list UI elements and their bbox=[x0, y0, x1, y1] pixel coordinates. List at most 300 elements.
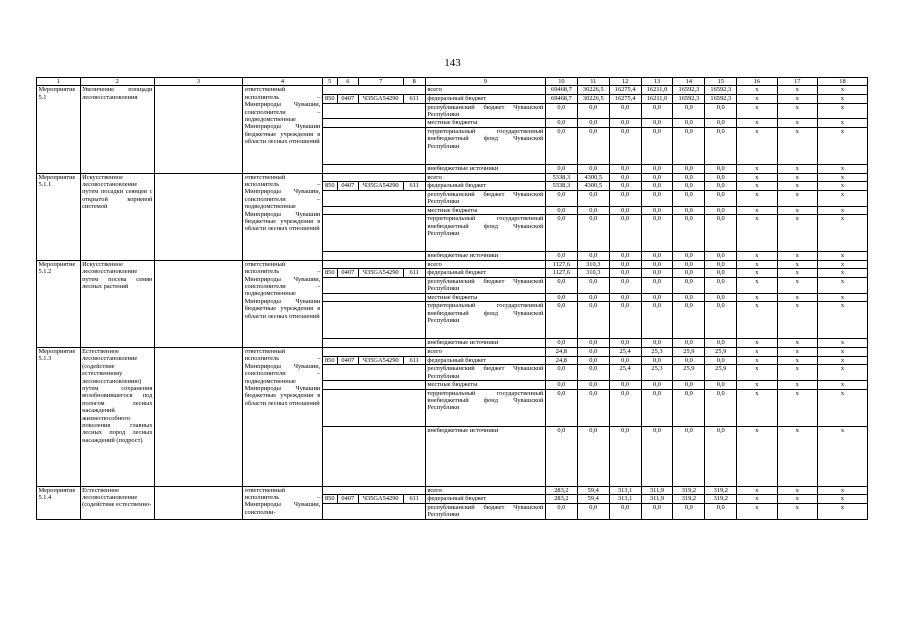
value-cell: x bbox=[737, 103, 777, 119]
value-cell: 313,1 bbox=[609, 495, 641, 504]
table-row bbox=[37, 486, 868, 495]
value-cell: 69468,7 bbox=[545, 86, 577, 95]
table-row bbox=[37, 260, 868, 269]
value-cell: x bbox=[777, 277, 817, 293]
value-cell: 0,0 bbox=[705, 119, 737, 128]
value-cell: x bbox=[817, 173, 867, 182]
value-cell: x bbox=[817, 182, 867, 191]
value-cell: x bbox=[777, 173, 817, 182]
value-cell: 1127,6 bbox=[545, 269, 577, 278]
column-number-11: 11 bbox=[577, 78, 609, 86]
value-cell: 5338,3 bbox=[545, 182, 577, 191]
column-number-8: 8 bbox=[403, 78, 425, 86]
value-cell: x bbox=[737, 347, 777, 356]
result-cell bbox=[154, 260, 242, 347]
value-cell: 0,0 bbox=[673, 380, 705, 389]
value-cell: 0,0 bbox=[705, 389, 737, 426]
value-cell: 0,0 bbox=[609, 206, 641, 215]
value-cell: x bbox=[777, 215, 817, 252]
funding-source: территориальный государственный внебюджетный фонд Чувашской Республики bbox=[425, 302, 545, 339]
value-cell: 1127,6 bbox=[545, 260, 577, 269]
value-cell: 0,0 bbox=[545, 252, 577, 261]
value-cell: 0,0 bbox=[545, 389, 577, 426]
value-cell: x bbox=[737, 356, 777, 365]
funding-source: внебюджетные источники bbox=[425, 165, 545, 174]
value-cell: 0,0 bbox=[673, 215, 705, 252]
value-cell: 30226,5 bbox=[577, 95, 609, 104]
value-cell: 25,3 bbox=[641, 347, 673, 356]
value-cell: 0,0 bbox=[577, 206, 609, 215]
value-cell: x bbox=[817, 389, 867, 426]
column-number-row bbox=[37, 78, 868, 86]
value-cell: 0,0 bbox=[609, 389, 641, 426]
value-cell: 0,0 bbox=[641, 119, 673, 128]
value-cell: x bbox=[777, 380, 817, 389]
value-cell: 0,0 bbox=[641, 103, 673, 119]
value-cell: x bbox=[777, 95, 817, 104]
value-cell: x bbox=[817, 206, 867, 215]
value-cell: x bbox=[777, 347, 817, 356]
value-cell: x bbox=[817, 302, 867, 339]
value-cell: 0,0 bbox=[545, 119, 577, 128]
measure-name: Естественное лесовосстановление (содействие естественно- bbox=[80, 486, 154, 519]
value-cell: 0,0 bbox=[545, 277, 577, 293]
code-empty bbox=[322, 302, 425, 339]
value-cell: 0,0 bbox=[577, 190, 609, 206]
value-cell: 0,0 bbox=[705, 356, 737, 365]
funding-source: всего bbox=[425, 86, 545, 95]
value-cell: 319,2 bbox=[705, 495, 737, 504]
measure-id: Мероприятие 5.1 bbox=[37, 86, 81, 173]
value-cell: x bbox=[817, 365, 867, 381]
value-cell: 0,0 bbox=[641, 260, 673, 269]
code-grbs: 850 bbox=[322, 95, 337, 104]
value-cell: 0,0 bbox=[641, 269, 673, 278]
code-empty bbox=[322, 215, 425, 252]
value-cell: 0,0 bbox=[577, 380, 609, 389]
value-cell: 0,0 bbox=[705, 293, 737, 302]
value-cell: 0,0 bbox=[673, 190, 705, 206]
measure-id: Мероприятие 5.1.3 bbox=[37, 347, 81, 486]
value-cell: x bbox=[817, 347, 867, 356]
value-cell: 0,0 bbox=[705, 302, 737, 339]
measure-name: Искусственное лесовосстановление путем посадки сеянцев с открытой корневой системой bbox=[80, 173, 154, 260]
value-cell: 0,0 bbox=[577, 365, 609, 381]
value-cell: x bbox=[777, 182, 817, 191]
value-cell: x bbox=[777, 486, 817, 495]
value-cell: 0,0 bbox=[641, 206, 673, 215]
column-number-18: 18 bbox=[817, 78, 867, 86]
value-cell: 0,0 bbox=[705, 128, 737, 165]
value-cell: 0,0 bbox=[577, 347, 609, 356]
value-cell: 0,0 bbox=[705, 426, 737, 486]
value-cell: 0,0 bbox=[609, 269, 641, 278]
value-cell: x bbox=[777, 495, 817, 504]
executor: ответственный исполнитель – Минприроды Чувашии, соисполнители – подведомственные Минприроды Чувашии бюджетные учреждения в области лесных отношений bbox=[243, 86, 323, 173]
value-cell: x bbox=[777, 302, 817, 339]
value-cell: 25,4 bbox=[609, 347, 641, 356]
column-number-12: 12 bbox=[609, 78, 641, 86]
value-cell: 59,4 bbox=[577, 495, 609, 504]
code-grbs: 850 bbox=[322, 182, 337, 191]
funding-source: местные бюджеты bbox=[425, 293, 545, 302]
value-cell: x bbox=[817, 293, 867, 302]
funding-source: внебюджетные источники bbox=[425, 426, 545, 486]
value-cell: 310,3 bbox=[577, 269, 609, 278]
column-number-13: 13 bbox=[641, 78, 673, 86]
value-cell: 0,0 bbox=[545, 426, 577, 486]
value-cell: 0,0 bbox=[673, 103, 705, 119]
code-grbs: 850 bbox=[322, 269, 337, 278]
value-cell: 0,0 bbox=[705, 215, 737, 252]
column-number-2: 2 bbox=[80, 78, 154, 86]
value-cell: x bbox=[737, 302, 777, 339]
value-cell: x bbox=[777, 389, 817, 426]
value-cell: 0,0 bbox=[641, 389, 673, 426]
funding-source: местные бюджеты bbox=[425, 206, 545, 215]
code-empty bbox=[322, 347, 425, 356]
value-cell: 0,0 bbox=[609, 190, 641, 206]
value-cell: x bbox=[737, 128, 777, 165]
value-cell: x bbox=[817, 260, 867, 269]
value-cell: 0,0 bbox=[705, 190, 737, 206]
value-cell: x bbox=[737, 206, 777, 215]
value-cell: 0,0 bbox=[577, 356, 609, 365]
column-number-9: 9 bbox=[425, 78, 545, 86]
value-cell: 313,1 bbox=[609, 486, 641, 495]
value-cell: 0,0 bbox=[641, 356, 673, 365]
value-cell: 0,0 bbox=[609, 339, 641, 348]
value-cell: 0,0 bbox=[545, 302, 577, 339]
value-cell: 0,0 bbox=[673, 165, 705, 174]
column-number-17: 17 bbox=[777, 78, 817, 86]
value-cell: x bbox=[817, 356, 867, 365]
value-cell: 0,0 bbox=[673, 389, 705, 426]
code-empty bbox=[322, 190, 425, 206]
result-cell bbox=[154, 173, 242, 260]
value-cell: 24,8 bbox=[545, 356, 577, 365]
code-empty bbox=[322, 426, 425, 486]
value-cell: 0,0 bbox=[673, 277, 705, 293]
value-cell: x bbox=[737, 380, 777, 389]
code-empty bbox=[322, 206, 425, 215]
measure-name: Искусственное лесовосстановление путем посева семян лесных растений bbox=[80, 260, 154, 347]
value-cell: 0,0 bbox=[641, 173, 673, 182]
code-empty bbox=[322, 260, 425, 269]
value-cell: 0,0 bbox=[577, 339, 609, 348]
value-cell: x bbox=[817, 277, 867, 293]
table-row bbox=[37, 173, 868, 182]
value-cell: 0,0 bbox=[641, 252, 673, 261]
code-empty bbox=[322, 389, 425, 426]
value-cell: x bbox=[777, 339, 817, 348]
funding-source: федеральный бюджет bbox=[425, 95, 545, 104]
code-empty bbox=[322, 339, 425, 348]
value-cell: x bbox=[777, 86, 817, 95]
executor: ответственный исполнитель – Минприроды Чувашии, соисполнители – подведомственные Минприроды Чувашии бюджетные учреждения в области лесных отношений bbox=[243, 173, 323, 260]
value-cell: 0,0 bbox=[641, 503, 673, 519]
value-cell: 310,3 bbox=[577, 260, 609, 269]
funding-source: местные бюджеты bbox=[425, 119, 545, 128]
value-cell: 0,0 bbox=[545, 165, 577, 174]
value-cell: 25,9 bbox=[673, 347, 705, 356]
executor: ответственный исполнитель – Минприроды Чувашии, соисполнители – подведомственные Минприроды Чувашии бюджетные учреждения в области лесных отношений bbox=[243, 347, 323, 486]
funding-source: всего bbox=[425, 486, 545, 495]
value-cell: x bbox=[817, 426, 867, 486]
value-cell: x bbox=[737, 277, 777, 293]
executor: ответственный исполнитель – Минприроды Чувашии, соисполнители – подведомственные Минприроды Чувашии бюджетные учреждения в области лесных отношений bbox=[243, 260, 323, 347]
value-cell: 0,0 bbox=[641, 293, 673, 302]
value-cell: 0,0 bbox=[705, 252, 737, 261]
value-cell: x bbox=[777, 503, 817, 519]
value-cell: 0,0 bbox=[577, 103, 609, 119]
funding-source: федеральный бюджет bbox=[425, 356, 545, 365]
value-cell: x bbox=[737, 190, 777, 206]
value-cell: 0,0 bbox=[641, 190, 673, 206]
column-number-14: 14 bbox=[673, 78, 705, 86]
column-number-15: 15 bbox=[705, 78, 737, 86]
code-rzpr: 0407 bbox=[337, 95, 358, 104]
code-empty bbox=[322, 277, 425, 293]
value-cell: 0,0 bbox=[577, 293, 609, 302]
value-cell: 0,0 bbox=[673, 182, 705, 191]
measure-id: Мероприятие 5.1.4 bbox=[37, 486, 81, 519]
code-empty bbox=[322, 503, 425, 519]
code-empty bbox=[322, 486, 425, 495]
value-cell: 0,0 bbox=[545, 103, 577, 119]
value-cell: 0,0 bbox=[577, 252, 609, 261]
value-cell: x bbox=[737, 95, 777, 104]
value-cell: x bbox=[817, 495, 867, 504]
value-cell: x bbox=[817, 128, 867, 165]
value-cell: 0,0 bbox=[609, 503, 641, 519]
value-cell: 0,0 bbox=[673, 119, 705, 128]
value-cell: 16211,0 bbox=[641, 86, 673, 95]
value-cell: x bbox=[737, 486, 777, 495]
value-cell: x bbox=[737, 252, 777, 261]
code-empty bbox=[322, 173, 425, 182]
funding-source: республиканский бюджет Чувашской Республики bbox=[427, 190, 544, 206]
value-cell: x bbox=[777, 190, 817, 206]
value-cell: 0,0 bbox=[705, 339, 737, 348]
value-cell: 0,0 bbox=[609, 426, 641, 486]
value-cell: 0,0 bbox=[577, 277, 609, 293]
value-cell: x bbox=[737, 215, 777, 252]
funding-source: республиканский бюджет Чувашской Республики bbox=[427, 103, 544, 118]
value-cell: x bbox=[737, 260, 777, 269]
value-cell: 0,0 bbox=[545, 293, 577, 302]
value-cell: 0,0 bbox=[705, 206, 737, 215]
value-cell: 319,2 bbox=[705, 486, 737, 495]
value-cell: 0,0 bbox=[609, 173, 641, 182]
value-cell: 0,0 bbox=[609, 165, 641, 174]
value-cell: x bbox=[737, 269, 777, 278]
column-number-5: 5 bbox=[322, 78, 337, 86]
value-cell: 0,0 bbox=[673, 426, 705, 486]
table-row bbox=[37, 86, 868, 95]
value-cell: 16275,4 bbox=[609, 86, 641, 95]
value-cell: x bbox=[777, 260, 817, 269]
value-cell: 0,0 bbox=[641, 339, 673, 348]
value-cell: 5338,3 bbox=[545, 173, 577, 182]
value-cell: 30226,5 bbox=[577, 86, 609, 95]
value-cell: 0,0 bbox=[577, 389, 609, 426]
code-rzpr: 0407 bbox=[337, 182, 358, 191]
value-cell: x bbox=[817, 103, 867, 119]
value-cell: 0,0 bbox=[545, 190, 577, 206]
funding-source: республиканский бюджет Чувашской Республики bbox=[427, 365, 544, 380]
value-cell: 0,0 bbox=[609, 293, 641, 302]
value-cell: x bbox=[737, 165, 777, 174]
value-cell: x bbox=[777, 356, 817, 365]
value-cell: x bbox=[777, 128, 817, 165]
value-cell: 0,0 bbox=[577, 426, 609, 486]
code-vr: 611 bbox=[403, 269, 425, 278]
code-vr: 611 bbox=[403, 182, 425, 191]
value-cell: 0,0 bbox=[705, 182, 737, 191]
budget-table bbox=[36, 77, 868, 520]
value-cell: 0,0 bbox=[641, 380, 673, 389]
value-cell: 0,0 bbox=[641, 302, 673, 339]
value-cell: x bbox=[817, 190, 867, 206]
value-cell: 0,0 bbox=[705, 165, 737, 174]
value-cell: x bbox=[817, 95, 867, 104]
value-cell: 4300,5 bbox=[577, 182, 609, 191]
value-cell: 0,0 bbox=[609, 103, 641, 119]
funding-source: федеральный бюджет bbox=[425, 182, 545, 191]
value-cell: x bbox=[777, 206, 817, 215]
value-cell: x bbox=[737, 365, 777, 381]
value-cell: 0,0 bbox=[705, 260, 737, 269]
value-cell: 0,0 bbox=[673, 302, 705, 339]
value-cell: 25,4 bbox=[609, 365, 641, 381]
value-cell: 0,0 bbox=[673, 260, 705, 269]
column-number-10: 10 bbox=[545, 78, 577, 86]
value-cell: 0,0 bbox=[545, 380, 577, 389]
value-cell: x bbox=[777, 293, 817, 302]
funding-source: республиканский бюджет Чувашской Республики bbox=[427, 277, 544, 293]
table-body bbox=[37, 78, 868, 520]
value-cell: 0,0 bbox=[705, 503, 737, 519]
code-empty bbox=[322, 365, 425, 381]
value-cell: 25,9 bbox=[705, 365, 737, 381]
value-cell: x bbox=[777, 269, 817, 278]
value-cell: 0,0 bbox=[609, 260, 641, 269]
executor: ответственный исполнитель – Минприроды Чувашии, соисполни- bbox=[243, 486, 323, 519]
value-cell: x bbox=[777, 426, 817, 486]
value-cell: 0,0 bbox=[545, 339, 577, 348]
value-cell: x bbox=[777, 165, 817, 174]
value-cell: 0,0 bbox=[609, 380, 641, 389]
value-cell: 69468,7 bbox=[545, 95, 577, 104]
code-rzpr: 0407 bbox=[337, 495, 358, 504]
value-cell: 0,0 bbox=[641, 215, 673, 252]
value-cell: x bbox=[817, 119, 867, 128]
value-cell: x bbox=[777, 365, 817, 381]
value-cell: 0,0 bbox=[609, 277, 641, 293]
value-cell: 0,0 bbox=[577, 503, 609, 519]
value-cell: x bbox=[817, 252, 867, 261]
value-cell: x bbox=[737, 503, 777, 519]
value-cell: 25,3 bbox=[641, 365, 673, 381]
value-cell: 0,0 bbox=[609, 182, 641, 191]
funding-source: внебюджетные источники bbox=[425, 252, 545, 261]
measure-name: Естественное лесовосстановление (содействие естественному лесовосстановлению) путем сохранения возобновившегося под пологом лесных насаждений жизнеспособного поколения главных лесных пород лесных насаждений (подрост) bbox=[80, 347, 154, 486]
value-cell: 319,2 bbox=[673, 486, 705, 495]
value-cell: 0,0 bbox=[641, 277, 673, 293]
column-number-6: 6 bbox=[337, 78, 358, 86]
code-grbs: 850 bbox=[322, 495, 337, 504]
code-csr: Ч35GA54290 bbox=[358, 356, 403, 365]
table-row bbox=[37, 347, 868, 356]
value-cell: x bbox=[737, 182, 777, 191]
measure-id: Мероприятие 5.1.1 bbox=[37, 173, 81, 260]
code-vr: 611 bbox=[403, 495, 425, 504]
code-csr: Ч35GA54290 bbox=[358, 495, 403, 504]
value-cell: 0,0 bbox=[609, 119, 641, 128]
code-vr: 611 bbox=[403, 95, 425, 104]
value-cell: 0,0 bbox=[609, 356, 641, 365]
value-cell: 319,2 bbox=[673, 495, 705, 504]
column-number-1: 1 bbox=[37, 78, 81, 86]
value-cell: x bbox=[737, 389, 777, 426]
value-cell: x bbox=[737, 173, 777, 182]
value-cell: 16592,3 bbox=[705, 95, 737, 104]
funding-source: всего bbox=[425, 173, 545, 182]
value-cell: 0,0 bbox=[545, 503, 577, 519]
value-cell: 16275,4 bbox=[609, 95, 641, 104]
value-cell: x bbox=[737, 495, 777, 504]
value-cell: 0,0 bbox=[673, 252, 705, 261]
value-cell: 0,0 bbox=[609, 215, 641, 252]
value-cell: 0,0 bbox=[673, 269, 705, 278]
funding-source: республиканский бюджет Чувашской Республики bbox=[427, 503, 544, 519]
value-cell: 0,0 bbox=[705, 103, 737, 119]
value-cell: 0,0 bbox=[641, 182, 673, 191]
value-cell: 16592,3 bbox=[673, 95, 705, 104]
value-cell: 0,0 bbox=[673, 128, 705, 165]
value-cell: x bbox=[777, 103, 817, 119]
code-rzpr: 0407 bbox=[337, 356, 358, 365]
value-cell: 0,0 bbox=[545, 365, 577, 381]
value-cell: 0,0 bbox=[673, 173, 705, 182]
value-cell: x bbox=[737, 293, 777, 302]
value-cell: 0,0 bbox=[705, 380, 737, 389]
value-cell: x bbox=[737, 339, 777, 348]
funding-source: всего bbox=[425, 347, 545, 356]
code-empty bbox=[322, 293, 425, 302]
value-cell: x bbox=[777, 119, 817, 128]
funding-source: федеральный бюджет bbox=[425, 269, 545, 278]
value-cell: 0,0 bbox=[609, 302, 641, 339]
value-cell: 283,2 bbox=[545, 486, 577, 495]
value-cell: 0,0 bbox=[673, 339, 705, 348]
value-cell: x bbox=[737, 119, 777, 128]
value-cell: 0,0 bbox=[577, 215, 609, 252]
value-cell: 16592,3 bbox=[705, 86, 737, 95]
result-cell bbox=[154, 347, 242, 486]
code-grbs: 850 bbox=[322, 356, 337, 365]
code-empty bbox=[322, 380, 425, 389]
code-rzpr: 0407 bbox=[337, 269, 358, 278]
value-cell: 0,0 bbox=[609, 252, 641, 261]
code-empty bbox=[322, 252, 425, 261]
value-cell: x bbox=[817, 165, 867, 174]
value-cell: x bbox=[817, 269, 867, 278]
value-cell: 0,0 bbox=[641, 128, 673, 165]
code-empty bbox=[322, 128, 425, 165]
value-cell: 0,0 bbox=[545, 128, 577, 165]
